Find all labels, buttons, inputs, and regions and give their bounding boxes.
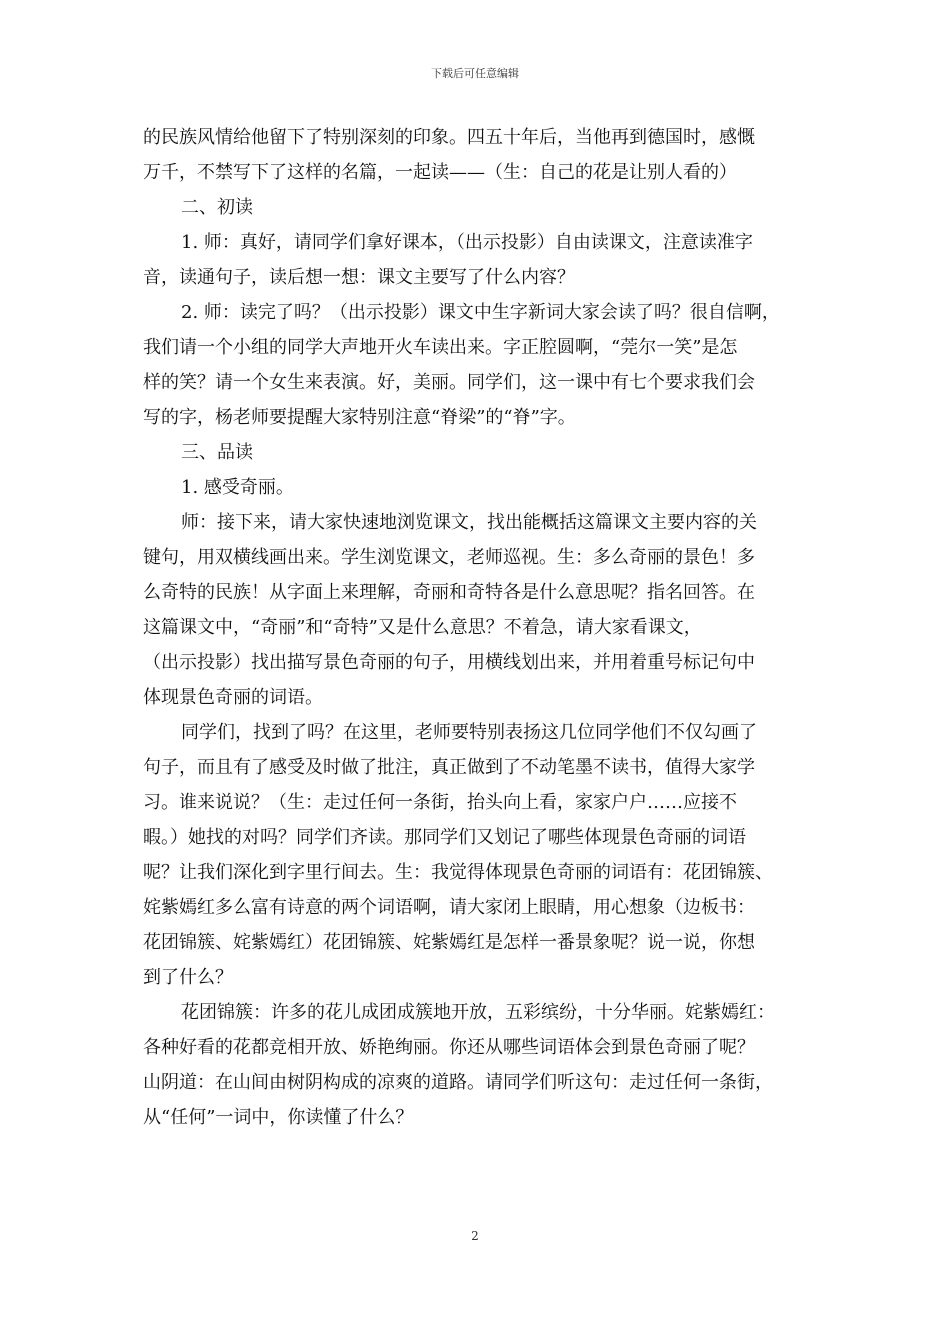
text-line: 姹紫嫣红多么富有诗意的两个词语啊，请大家闭上眼睛，用心想象（边板书： <box>143 897 755 918</box>
text-line: 山阴道：在山间由树阴构成的凉爽的道路。请同学们听这句：走过任何一条街， <box>143 1072 773 1093</box>
text-line: 花团锦簇、姹紫嫣红）花团锦簇、姹紫嫣红是怎样一番景象呢？说一说，你想 <box>143 932 755 953</box>
text-line: 音，读通句子，读后想一想：课文主要写了什么内容？ <box>143 267 575 288</box>
text-line: 万千，不禁写下了这样的名篇，一起读——（生：自己的花是让别人看的） <box>143 162 737 183</box>
text-line: 二、初读 <box>181 197 253 218</box>
text-line: 同学们，找到了吗？在这里，老师要特别表扬这几位同学他们不仅勾画了 <box>181 722 757 743</box>
text-line: 1. 师：真好，请同学们拿好课本，（出示投影）自由读课文，注意读准字 <box>181 232 753 253</box>
text-line: 师：接下来，请大家快速地浏览课文，找出能概括这篇课文主要内容的关 <box>181 512 757 533</box>
text-line: 习。谁来说说？（生：走过任何一条街，抬头向上看，家家户户……应接不 <box>143 792 737 813</box>
text-line: 么奇特的民族！从字面上来理解，奇丽和奇特各是什么意思呢？指名回答。在 <box>143 582 755 603</box>
text-line: 句子，而且有了感受及时做了批注，真正做到了不动笔墨不读书，值得大家学 <box>143 757 755 778</box>
text-line: 从“任何”一词中，你读懂了什么？ <box>143 1107 414 1128</box>
text-line: 的民族风情给他留下了特别深刻的印象。四五十年后，当他再到德国时，感慨 <box>143 127 755 148</box>
text-line: 键句，用双横线画出来。学生浏览课文，老师巡视。生：多么奇丽的景色！多 <box>143 547 755 568</box>
page-header-note: 下载后可任意编辑 <box>431 67 519 80</box>
text-line: 2. 师：读完了吗？（出示投影）课文中生字新词大家会读了吗？很自信啊， <box>181 302 780 323</box>
text-line: 到了什么？ <box>143 967 233 988</box>
text-line: 我们请一个小组的同学大声地开火车读出来。字正腔圆啊，“莞尔一笑”是怎 <box>143 337 738 358</box>
page-number: 2 <box>471 1229 479 1243</box>
text-line: 呢？让我们深化到字里行间去。生：我觉得体现景色奇丽的词语有：花团锦簇、 <box>143 862 773 883</box>
text-line: 各种好看的花都竞相开放、娇艳绚丽。你还从哪些词语体会到景色奇丽了呢？ <box>143 1037 755 1058</box>
text-line: 1. 感受奇丽。 <box>181 477 294 498</box>
text-line: 写的字，杨老师要提醒大家特别注意“脊梁”的“脊”字。 <box>143 407 576 428</box>
text-line: 这篇课文中，“奇丽”和“奇特”又是什么意思？不着急，请大家看课文， <box>143 617 702 638</box>
text-line: （出示投影）找出描写景色奇丽的句子，用横线划出来，并用着重号标记句中 <box>143 652 755 673</box>
text-line: 三、品读 <box>181 442 253 463</box>
document-body <box>143 120 815 1135</box>
text-line: 体现景色奇丽的词语。 <box>143 687 323 708</box>
text-line: 花团锦簇：许多的花儿成团成簇地开放，五彩缤纷，十分华丽。姹紫嫣红： <box>181 1002 775 1023</box>
text-line: 暇。）她找的对吗？同学们齐读。那同学们又划记了哪些体现景色奇丽的词语 <box>143 827 746 848</box>
text-line: 样的笑？请一个女生来表演。好，美丽。同学们，这一课中有七个要求我们会 <box>143 372 755 393</box>
